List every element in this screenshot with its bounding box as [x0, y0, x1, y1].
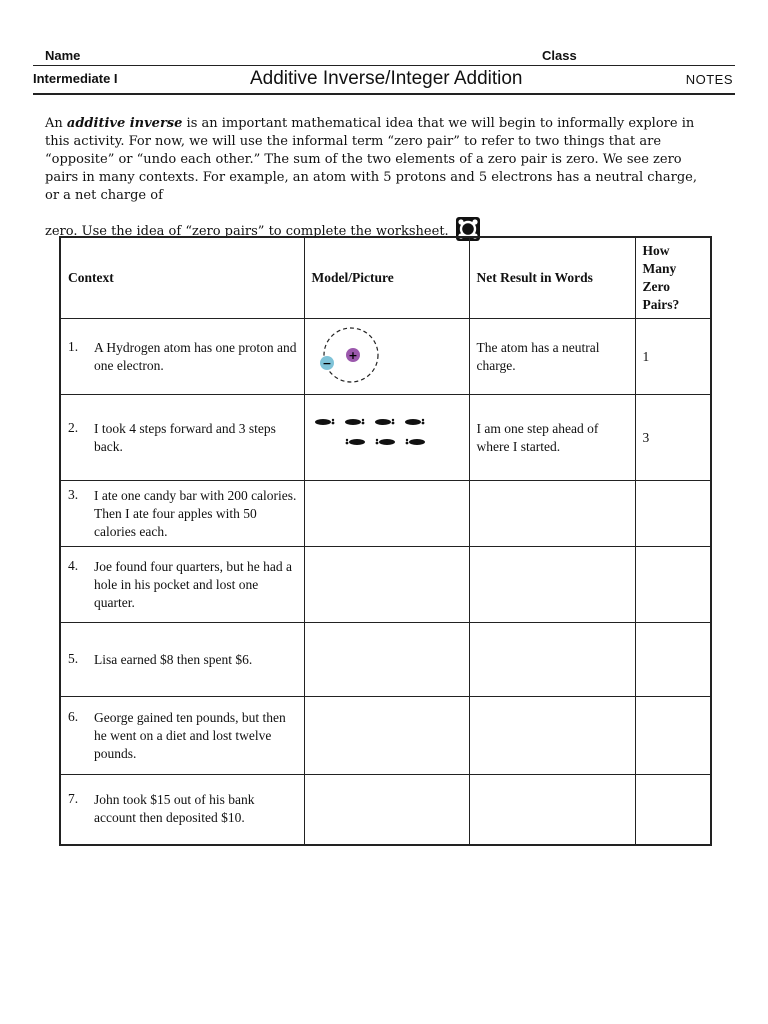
row-zero-pairs[interactable]: [635, 547, 711, 623]
header-pairs: How Many Zero Pairs?: [635, 237, 711, 319]
footprint-forward-icon: [405, 418, 424, 424]
notes-label: NOTES: [685, 72, 733, 87]
footprint-back-icon: [405, 438, 424, 444]
name-class-row: [45, 48, 735, 66]
table-row: [60, 481, 711, 547]
row-zero-pairs: 1: [642, 348, 650, 364]
header-net: Net Result in Words: [469, 237, 635, 319]
row-context: A Hydrogen atom has one proton and one electron.: [94, 339, 297, 373]
class-label: Class: [542, 48, 577, 63]
atom-model: [304, 319, 469, 395]
row-net-result: The atom has a neutral charge.: [476, 339, 600, 373]
footprint-forward-icon: [345, 418, 364, 424]
intro-paragraph: [45, 115, 715, 241]
row-number: 5.: [68, 650, 79, 666]
row-model-blank[interactable]: [304, 775, 469, 845]
row-context: Lisa earned $8 then spent $6.: [94, 651, 253, 667]
table-row: [60, 623, 711, 697]
row-model-blank[interactable]: [304, 623, 469, 697]
row-net-result[interactable]: [469, 775, 635, 845]
header-model: Model/Picture: [304, 237, 469, 319]
table-row: [60, 395, 711, 481]
row-number: 4.: [68, 557, 79, 573]
row-context: George gained ten pounds, but then he went on a diet and lost twelve pounds.: [94, 709, 286, 761]
row-context: I ate one candy bar with 200 calories. Then I ate four apples with 50 calories each.: [94, 487, 297, 539]
intro-body: is an important mathematical idea that we will begin to informally explore in this activity. For now, we will use the informal term “zero pair” to refer to two things that are “opposite” or “undo each other.” The sum of the two elements of a zero pair is zero. We see zero pairs in many contexts. For example, an atom with 5 protons and 5 electrons has a neutral charge, or a net charge of: [45, 116, 698, 203]
footsteps-icon: [305, 411, 435, 461]
page-title: Additive Inverse/Integer Addition: [250, 68, 523, 89]
row-zero-pairs[interactable]: [635, 481, 711, 547]
table-row: [60, 697, 711, 775]
footprint-forward-icon: [375, 418, 394, 424]
row-model-blank[interactable]: [304, 547, 469, 623]
row-zero-pairs[interactable]: [635, 623, 711, 697]
atom-icon: [305, 323, 385, 387]
row-context: I took 4 steps forward and 3 steps back.: [94, 420, 276, 454]
row-net-result[interactable]: [469, 481, 635, 547]
proton-sign: +: [347, 348, 358, 362]
steps-model: [304, 395, 469, 481]
intro-last-line: zero. Use the idea of “zero pairs” to complete the worksheet.: [45, 224, 449, 239]
table-row: [60, 319, 711, 395]
row-net-result[interactable]: [469, 623, 635, 697]
electron-sign: −: [321, 356, 332, 370]
row-number: 1.: [68, 338, 79, 354]
table-row: [60, 547, 711, 623]
course-label: Intermediate I: [33, 71, 118, 86]
row-number: 6.: [68, 708, 79, 724]
row-zero-pairs[interactable]: [635, 697, 711, 775]
row-zero-pairs[interactable]: [635, 775, 711, 845]
row-net-result[interactable]: [469, 697, 635, 775]
row-net-result[interactable]: [469, 547, 635, 623]
table-header-row: [60, 237, 711, 319]
footprint-back-icon: [375, 438, 394, 444]
table-row: [60, 775, 711, 845]
footprint-forward-icon: [315, 418, 334, 424]
row-zero-pairs: 3: [642, 429, 650, 445]
row-context: John took $15 out of his bank account then deposited $10.: [94, 792, 255, 826]
intro-lead: An: [45, 116, 67, 131]
name-label: Name: [45, 48, 81, 63]
row-context: Joe found four quarters, but he had a hole in his pocket and lost one quarter.: [94, 558, 292, 610]
page-header: [33, 68, 735, 92]
header-divider: [33, 93, 735, 95]
top-divider: [33, 65, 735, 66]
row-number: 7.: [68, 791, 79, 807]
row-model-blank[interactable]: [304, 697, 469, 775]
footprint-back-icon: [345, 438, 364, 444]
header-context: Context: [60, 237, 304, 319]
zero-pairs-table: [59, 236, 712, 846]
intro-term: additive inverse: [66, 116, 183, 131]
row-net-result: I am one step ahead of where I started.: [476, 420, 599, 454]
row-model-blank[interactable]: [304, 481, 469, 547]
row-number: 3.: [68, 486, 79, 502]
row-number: 2.: [68, 419, 79, 435]
